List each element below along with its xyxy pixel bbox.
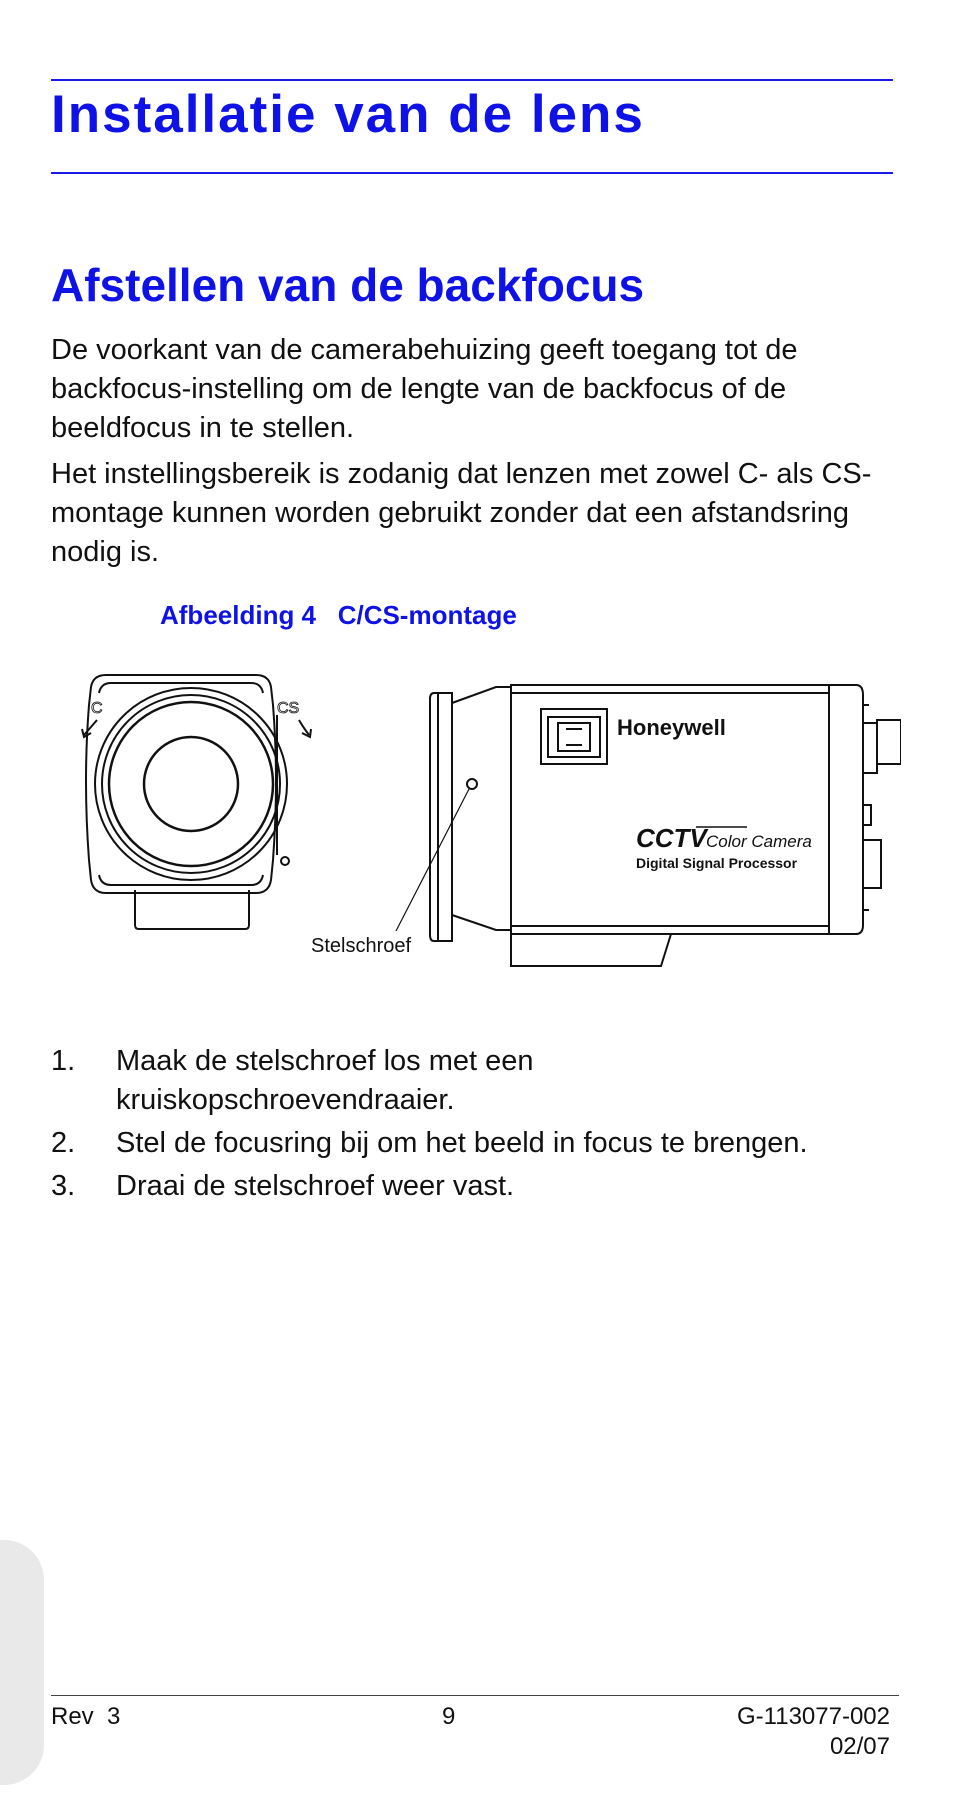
side-tab [0, 1540, 44, 1785]
steps-list [51, 1042, 911, 1210]
step-text: Draai de stelschroef weer vast. [116, 1170, 515, 1202]
step-number: 1. [51, 1045, 76, 1077]
step-number: 3. [51, 1170, 76, 1202]
step-text: Maak de stelschroef los met een kruiskopschroevendraaier. [116, 1045, 534, 1116]
header-rule-bottom [51, 172, 893, 174]
figure-number: Afbeelding 4 [160, 600, 317, 630]
footer-date: 02/07 [829, 1733, 890, 1760]
list-item [51, 1042, 911, 1120]
paragraph-1: De voorkant van de camerabehuizing geeft toegang tot de backfocus-instelling om de lengte van de backfocus of de beeldfocus in te stellen. [51, 334, 798, 444]
step-text: Stel de focusring bij om het beeld in focus te brengen. [116, 1127, 808, 1159]
label-c: C [91, 700, 103, 717]
header-rule-top [51, 79, 893, 81]
paragraph-2: Het instellingsbereik is zodanig dat lenzen met zowel C- als CS-montage kunnen worden gebruikt zonder dat een afstandsring nodig is. [51, 458, 872, 568]
step-number: 2. [51, 1127, 76, 1159]
figure-caption-text: C/CS-montage [337, 600, 517, 630]
footer-rev: Rev 3 [51, 1703, 121, 1730]
list-item [51, 1167, 911, 1206]
label-color-camera: Color Camera [706, 832, 812, 851]
label-dsp: Digital Signal Processor [636, 855, 798, 871]
figure-caption [160, 600, 517, 631]
footer-doc-number: G-113077-002 [737, 1703, 890, 1730]
camera-figure [51, 665, 901, 975]
list-item [51, 1124, 911, 1163]
page-title: Installatie van de lens [51, 85, 645, 144]
section-title: Afstellen van de backfocus [51, 259, 645, 311]
label-cctv: CCTV [636, 823, 707, 853]
footer-page-number: 9 [442, 1703, 456, 1730]
brand-logo-honeywell: Honeywell [617, 715, 726, 740]
label-cs: CS [277, 700, 300, 717]
label-stelschroef: Stelschroef [311, 935, 412, 957]
footer-rule [51, 1695, 899, 1696]
